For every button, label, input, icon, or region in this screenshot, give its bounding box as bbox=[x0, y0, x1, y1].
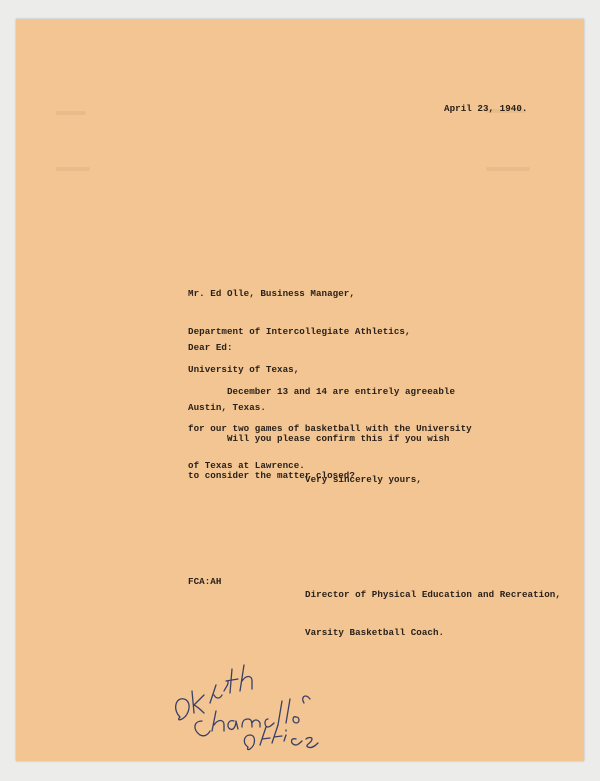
recipient-line: Mr. Ed Olle, Business Manager, bbox=[188, 288, 355, 300]
letter-date: April 23, 1940. bbox=[444, 103, 528, 114]
recipient-line: University of Texas, bbox=[188, 363, 300, 375]
paragraph-line: December 13 and 14 are entirely agreeable bbox=[188, 385, 456, 397]
letter-page bbox=[16, 19, 584, 761]
bleed-through-mark bbox=[56, 167, 90, 171]
closing: Very sincerely yours, bbox=[305, 474, 422, 485]
paragraph-line: of Texas at Lawrence. bbox=[188, 460, 305, 472]
reference-initials: FCA:AH bbox=[188, 576, 222, 587]
signature-title bbox=[305, 564, 561, 665]
paragraph-line: to consider the matter closed? bbox=[188, 470, 355, 482]
signature-title-line: Director of Physical Education and Recreation, bbox=[305, 589, 561, 601]
paragraph-line: Will you please confirm this if you wish bbox=[188, 432, 450, 444]
signature-title-line: Varsity Basketball Coach. bbox=[305, 626, 445, 638]
handwritten-note bbox=[166, 639, 326, 759]
paragraph-2 bbox=[188, 408, 449, 507]
recipient-line: Austin, Texas. bbox=[188, 401, 266, 413]
paragraph-line: for our two games of basketball with the University bbox=[188, 423, 472, 435]
salutation: Dear Ed: bbox=[188, 342, 233, 353]
bleed-through-mark bbox=[486, 167, 530, 171]
recipient-line: Department of Intercollegiate Athletics, bbox=[188, 325, 411, 337]
bleed-through-mark bbox=[56, 111, 86, 115]
